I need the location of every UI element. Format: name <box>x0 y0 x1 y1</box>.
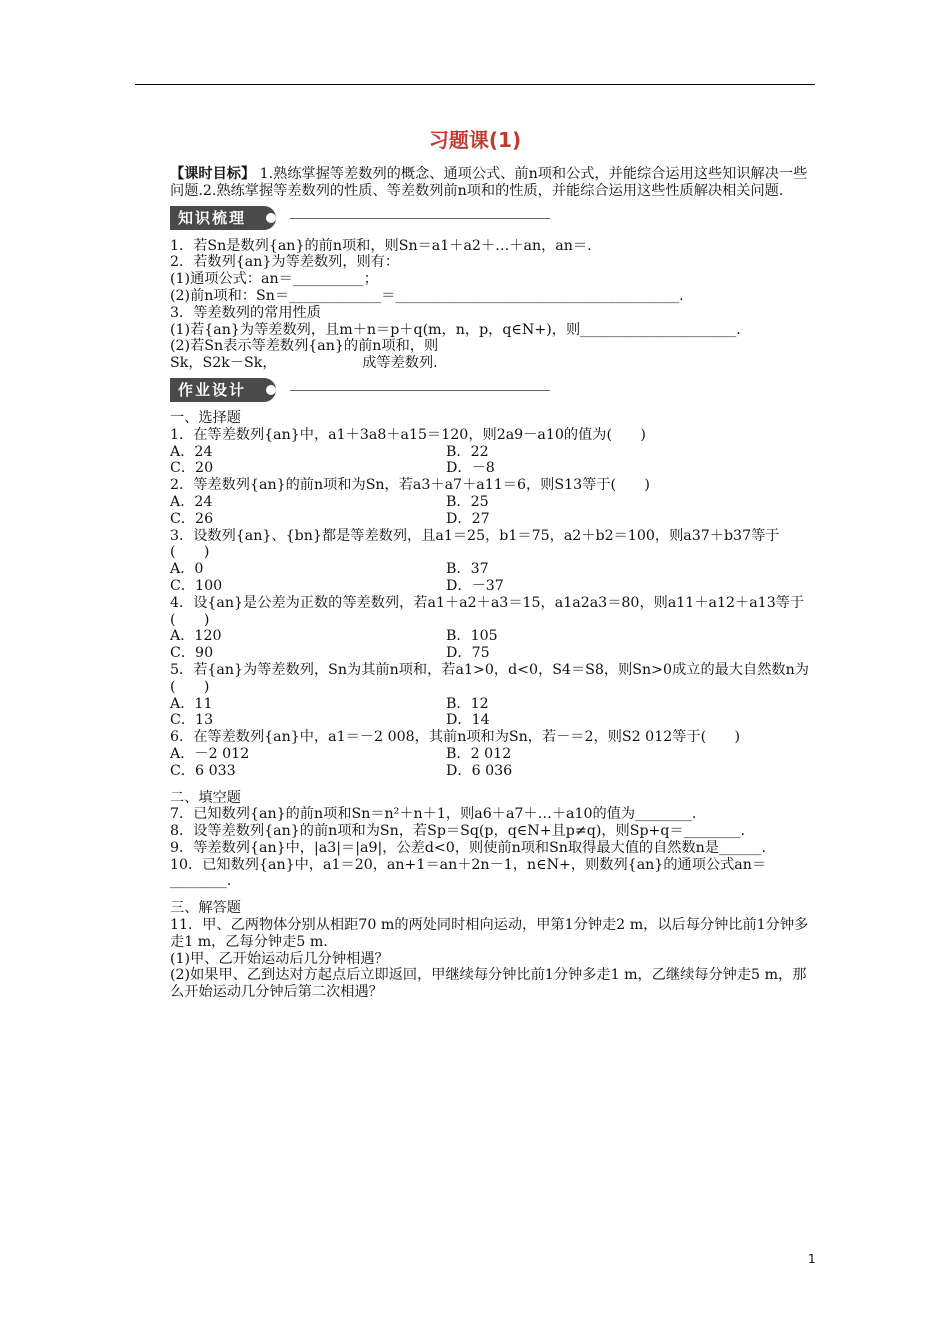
knowledge-list <box>170 238 815 372</box>
question-5 <box>170 662 815 729</box>
option-c: C．20 <box>170 460 214 477</box>
fill-blank-question: 10．已知数列{an}中，a1＝20，an+1＝an＋2n－1，n∈N+，则数列{an}的通项公式an＝________. <box>170 856 767 890</box>
question-stem: 6．在等差数列{an}中，a1＝－2 008，其前n项和为Sn，若－＝2，则S2 012等于( ) <box>170 729 741 746</box>
option-a: A．11 <box>170 695 213 712</box>
header-rule <box>135 84 815 85</box>
option-b: B．12 <box>446 695 489 712</box>
fill-blank-question: 9．等差数列{an}中，|a3|＝|a9|，公差d<0，则使前n项和Sn取得最大值的自然数n是______. <box>170 839 767 856</box>
question-stem: 2．等差数列{an}的前n项和为Sn，若a3＋a7＋a11＝6，则S13等于( ) <box>170 477 650 494</box>
document-body <box>170 166 815 1001</box>
question-2 <box>170 477 815 527</box>
knowledge-line: (2)若Sn表示等差数列{an}的前n项和，则 <box>170 338 439 355</box>
section-knowledge-header <box>170 206 815 232</box>
option-d: D．6 036 <box>446 762 513 779</box>
fill-blank-question: 7．已知数列{an}的前n项和Sn＝n²＋n＋1，则a6＋a7＋…＋a10的值为________. <box>170 806 697 823</box>
option-b: B．37 <box>446 561 489 578</box>
option-d: D．－37 <box>446 577 504 594</box>
section-homework-header <box>170 378 815 404</box>
question-3 <box>170 528 815 595</box>
objective <box>170 166 815 200</box>
option-c: C．26 <box>170 510 214 527</box>
knowledge-line: 2．若数列{an}为等差数列，则有： <box>170 254 400 271</box>
question-4 <box>170 595 815 662</box>
option-a: A．0 <box>170 561 204 578</box>
option-b: B．105 <box>446 628 498 645</box>
objective-text: 1.熟练掌握等差数列的概念、通项公式、前n项和公式，并能综合运用这些知识解决一些问题.2.熟练掌握等差数列的性质、等差数列前n项和的性质，并能综合运用这些性质解决相关问题. <box>170 166 808 199</box>
question-stem: 1．在等差数列{an}中，a1＋3a8＋a15＝120，则2a9－a10的值为( ) <box>170 426 646 443</box>
option-c: C．13 <box>170 712 214 729</box>
part-heading: 三、解答题 <box>170 900 241 917</box>
option-b: B．2 012 <box>446 745 512 762</box>
option-a: A．120 <box>170 628 222 645</box>
option-c: C．90 <box>170 645 214 662</box>
question-6 <box>170 729 815 779</box>
option-a: A．24 <box>170 493 213 510</box>
fill-blank-question: 8．设等差数列{an}的前n项和为Sn，若Sp＝Sq(p，q∈N+且p≠q)，则Sp+q＝________. <box>170 823 745 840</box>
option-b: B．22 <box>446 443 489 460</box>
knowledge-line: 1．若Sn是数列{an}的前n项和，则Sn＝a1＋a2＋…＋an，an＝. <box>170 237 592 254</box>
option-d: D．－8 <box>446 460 495 477</box>
answer-subquestion: (2)如果甲、乙到达对方起点后立即返回，甲继续每分钟比前1分钟多走1 m，乙继续每分钟走5 m，那么开始运动几分钟后第二次相遇？ <box>170 967 807 1001</box>
bullet-dot-icon <box>266 385 276 395</box>
bullet-dot-icon <box>266 213 276 223</box>
answer-question: 11．甲、乙两物体分别从相距70 m的两处同时相向运动，甲第1分钟走2 m，以后每分钟比前1分钟多走1 m，乙每分钟走5 m. <box>170 917 809 950</box>
section-rule <box>290 218 550 219</box>
question-stem: 3．设数列{an}、{bn}都是等差数列，且a1＝25，b1＝75，a2＋b2＝100，则a37＋b37等于( ) <box>170 527 780 561</box>
answer-subquestion: (1)甲、乙开始运动后几分钟相遇？ <box>170 950 389 967</box>
option-c: C．100 <box>170 577 223 594</box>
knowledge-line: 3．等差数列的常用性质 <box>170 304 321 321</box>
option-b: B．25 <box>446 493 489 510</box>
page-title: 习题课(1) <box>428 128 522 152</box>
page-number: 1 <box>808 1252 816 1266</box>
section-homework-title: 作业设计 <box>170 378 276 402</box>
knowledge-line: (2)前n项和：Sn＝_____________＝________________________________________. <box>170 287 684 304</box>
question-stem: 5．若{an}为等差数列，Sn为其前n项和，若a1>0，d<0，S4＝S8，则Sn>0成立的最大自然数n为( ) <box>170 661 809 695</box>
section-knowledge-title: 知识梳理 <box>170 206 276 230</box>
part-heading: 二、填空题 <box>170 789 241 806</box>
knowledge-line: (1)若{an}为等差数列，且m＋n＝p＋q(m，n，p，q∈N+)，则______________________. <box>170 321 741 338</box>
part-heading: 一、选择题 <box>170 409 241 426</box>
question-stem: 4．设{an}是公差为正数的等差数列，若a1＋a2＋a3＝15，a1a2a3＝80，则a11＋a12＋a13等于( ) <box>170 594 805 628</box>
option-a: A．24 <box>170 443 213 460</box>
option-c: C．6 033 <box>170 762 236 779</box>
option-d: D．75 <box>446 645 490 662</box>
objective-label: 【课时目标】 <box>170 166 256 182</box>
knowledge-line: Sk，S2k－Sk， 成等差数列. <box>170 355 438 372</box>
option-a: A．－2 012 <box>170 745 250 762</box>
option-d: D．27 <box>446 510 490 527</box>
question-1 <box>170 427 815 477</box>
option-d: D．14 <box>446 712 490 729</box>
knowledge-line: (1)通项公式：an＝__________； <box>170 271 378 288</box>
section-rule <box>290 390 550 391</box>
